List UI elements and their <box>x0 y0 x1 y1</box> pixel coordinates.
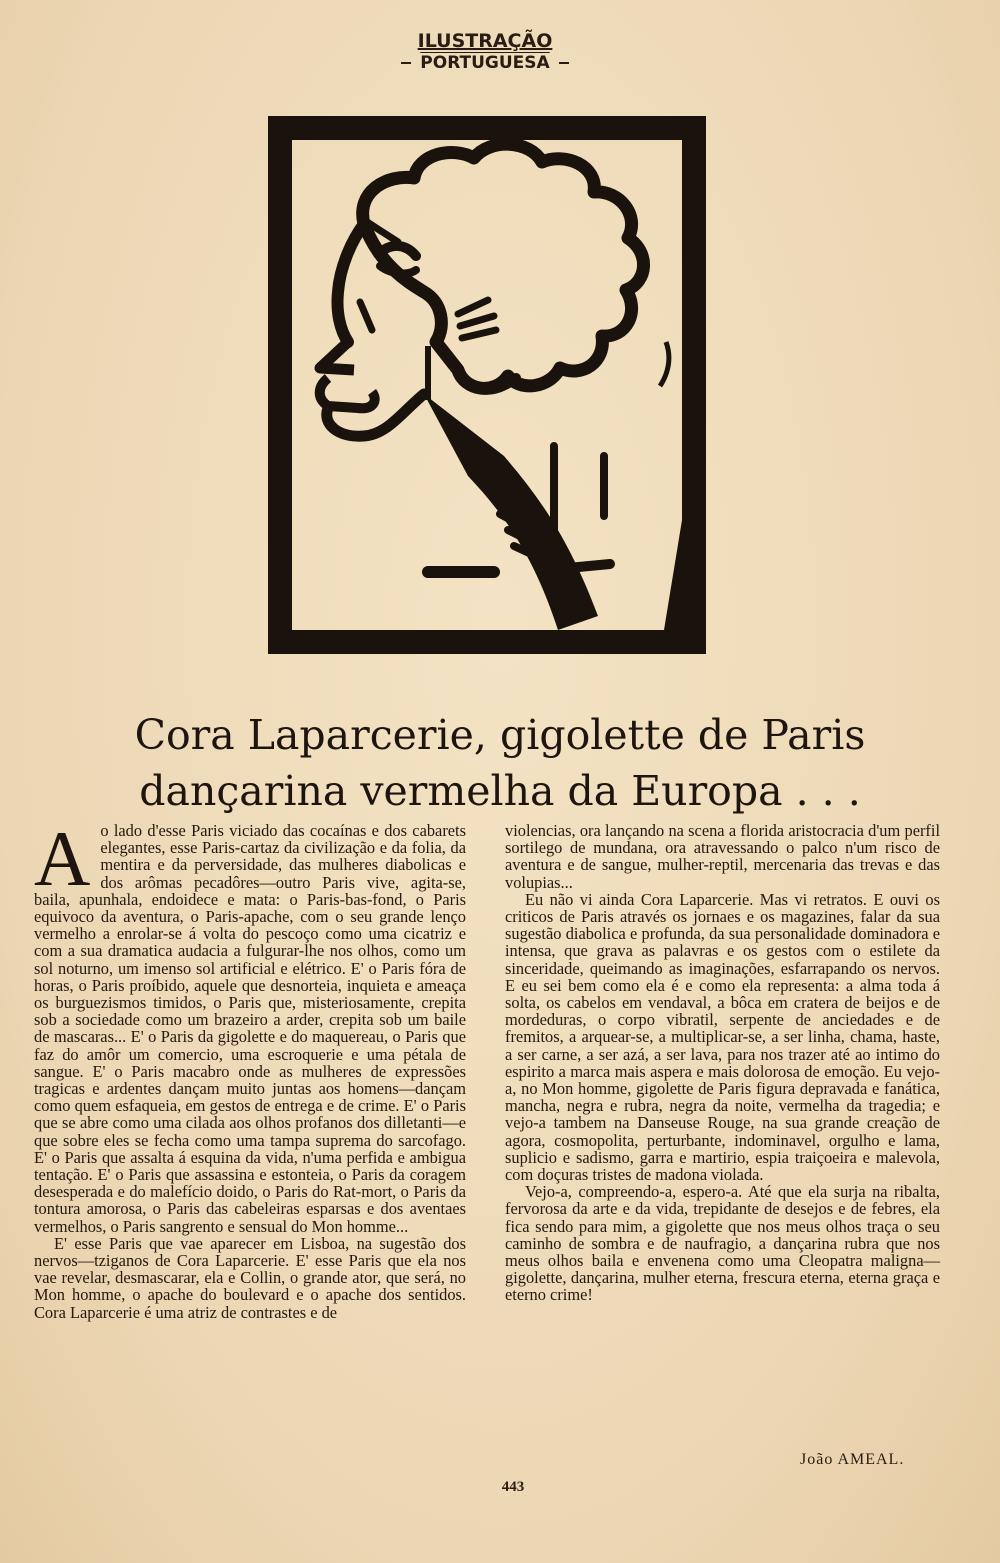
drop-cap: A <box>34 815 91 902</box>
masthead-line-1: ILUSTRAÇÃO <box>417 30 553 52</box>
article-paragraph: violencias, ora lançando na scena a florida aristocracia d'um perfil sortilego de mundana, ora atravessando o palco n'um risco de aventura e de sangue, mulher-reptil, mercenaria das trevas e das volupias... <box>505 821 940 892</box>
masthead-dash-left <box>401 62 411 64</box>
article-title-line-2: dançarina vermelha da Europa . . . <box>139 767 861 816</box>
article-paragraph: Vejo-a, compreendo-a, espero-a. Até que ela surja na ribalta, fervorosa da arte e da vida, trepidante de desejos e de febres, ela fica sendo para mim, a gigolette que nos meus olhos traça o seu caminho de sombra e de naufragio, a dançarina rubra que nos meus olhos baila e envenena como uma Cleopatra maligna—gigolette, dançarina, mulher eterna, frescura eterna, eterna graça e eterno crime! <box>505 1182 940 1305</box>
article-paragraph: E' esse Paris que vae aparecer em Lisboa, na sugestão dos nervos—tziganos de Cora Laparcerie. E' esse Paris que ela nos vae revelar, desmascarar, ela e Collin, o grande ator, que será, no Mon homme, o apache do boulevard e o apache dos sentidos. Cora Laparcerie é uma atriz de contrastes e de <box>34 1233 466 1322</box>
article-paragraph: Eu não vi ainda Cora Laparcerie. Mas vi retratos. E ouvi os criticos de Paris através os jornaes e os magazines, falar da sua sugestão diabolica e profunda, da sua personalidade dominadora e intensa, que grava as palavras e os gestos com o estilete da sinceridade, queimando as imaginações, esfarrapando os nervos. E eu sei bem como ela é e como ela representa: a alma toda á solta, os cabelos em vendaval, a bôca em cratera de beijos e de mordeduras, o corpo vibratil, serpente de anciedades e de fremitos, a arquear-se, a multiplicar-se, a ser linha, chama, haste, a ser carne, a ser azá, a ser lava, para nos trazer até ao intimo do espirito a marca mais aspera e mais dolorosa de emoção. Eu vejo-a, no Mon homme, gigolette de Paris figura depravada e fanática, mancha, negra e rubra, negra da noite, vermelha da tragedia; e vejo-a tambem na Danseuse Rouge, na sua grande creação de agora, cosmopolita, perturbante, indominavel, orgulho e lama, suplicio e sadismo, garra e martirio, espia traiçoeira e malevola, com doçuras tristes de madona violada. <box>505 889 940 1185</box>
article-column-left <box>34 815 466 1322</box>
article-title <box>60 707 940 819</box>
woodcut-portrait-illustration <box>268 116 706 654</box>
author-signature: João AMEAL. <box>800 1451 905 1468</box>
article-title-line-1: Cora Laparcerie, gigolette de Paris <box>134 711 866 760</box>
masthead-logo <box>405 32 565 90</box>
article-column-right <box>505 822 940 1304</box>
page-number: 443 <box>501 1479 525 1495</box>
article-paragraph: o lado d'esse Paris viciado das cocaínas e dos cabarets elegantes, esse Paris-cartaz da civilização e da folia, da mentira e da perversidade, das mulheres diabolicas e dos arômas pecadôres—outro Paris vive, agita-se, baila, apunhala, endoidece e mata: o Paris-bas-fond, o Paris equivoco da aventura, o Paris-apache, com o seu grande lenço vermelho a enrolar-se á volta do pescoço como uma cicatriz e com a sua dramatica audacia a fulgurar-lhe nos olhos, como um sol noturno, um imenso sol artificial e elétrico. E' o Paris fóra de horas, o Paris proíbido, aquele que desnorteia, inquieta e ameaça os burguezismos timidos, o Paris que, misteriosamente, crepita sob a sociedade como um brazeiro a arder, crepita sob um baile de mascaras... E' o Paris da gigolette e do maquereau, o Paris que faz do amôr um comercio, uma escroquerie e uma pétala de sangue. E' o Paris macabro onde as mulheres de expressões tragicas e ardentes dançam muito juntas aos homens—dançam como quem esfaqueia, em gestos de entrega e de crime. E' o Paris que se abre como uma cilada aos olhos profanos dos dilletanti—e que sobre eles se fecha como uma tampa suprema do sarcofago. E' o Paris que assalta á esquina da vida, n'uma perfida e ambigua tentação. E' o Paris que assassina e estonteia, o Paris da coragem desesperada e do malefício doido, o Paris do Rat-mort, o Paris da tontura amorosa, o Paris das cabeleiras esparsas e dos aventaes vermelhos, o Paris sangrento e sensual do Mon homme... <box>34 821 466 1236</box>
masthead-line-2: PORTUGUESA <box>420 53 550 73</box>
masthead-dash-right <box>559 62 569 64</box>
